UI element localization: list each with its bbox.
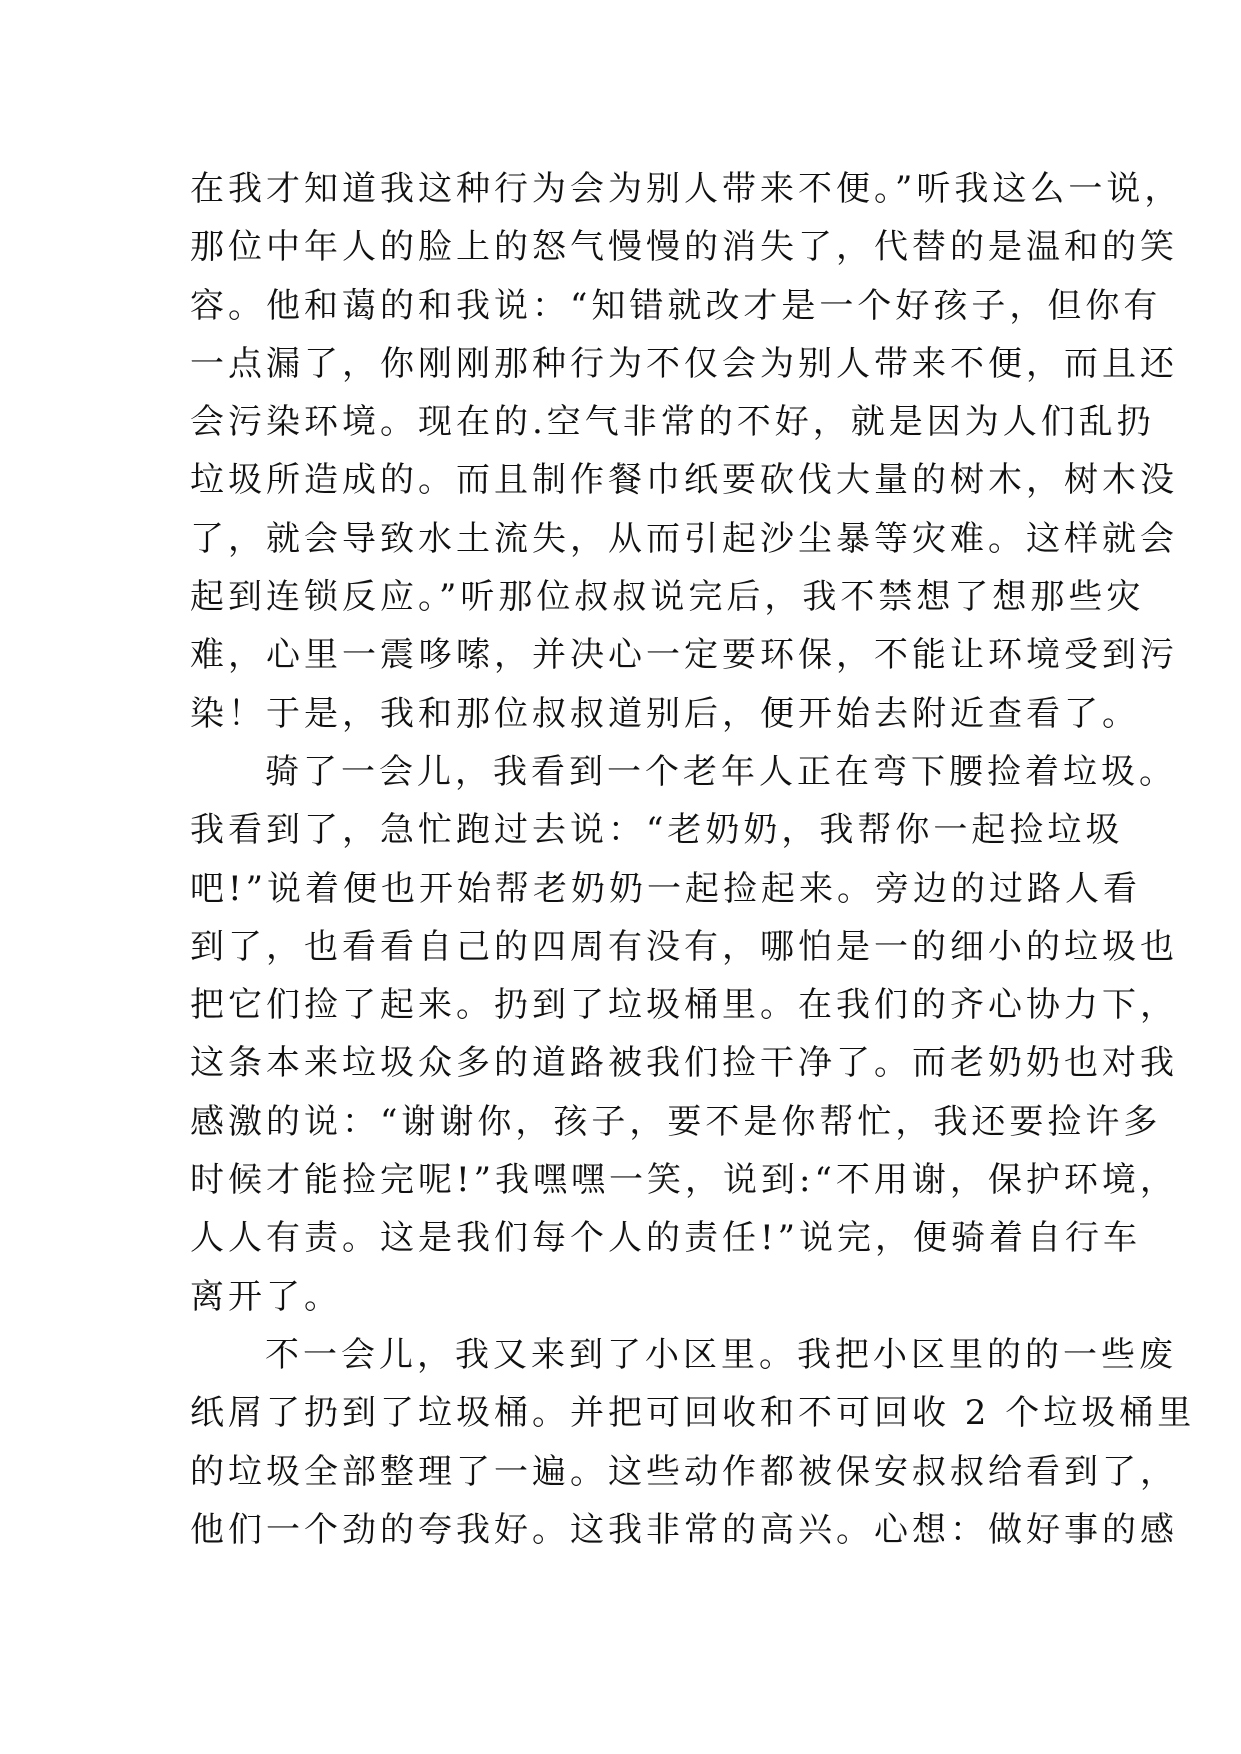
text-line: 我看到了，急忙跑过去说：“老奶奶，我帮你一起捡垃圾 [190,810,1124,851]
paragraph-start-line: 不一会儿，我又来到了小区里。我把小区里的的一些废 [265,1334,1177,1375]
text-line: 那位中年人的脸上的怒气慢慢的消失了，代替的是温和的笑 [190,227,1178,268]
text-line: 难，心里一震哆嗦，并决心一定要环保，不能让环境受到污 [190,635,1178,676]
text-line: 这条本来垃圾众多的道路被我们捡干净了。而老奶奶也对我 [190,1043,1178,1084]
body-text [190,160,1196,1559]
text-line: 起到连锁反应。”听那位叔叔说完后，我不禁想了想那些灾 [190,577,1145,618]
text-line: 把它们捡了起来。扔到了垃圾桶里。在我们的齐心协力下， [190,985,1178,1026]
text-line: 容。他和蔼的和我说：“知错就改才是一个好孩子，但你有 [190,285,1162,326]
text-line: 他们一个劲的夸我好。这我非常的高兴。心想：做好事的感 [190,1509,1178,1550]
text-line: 会污染环境。现在的.空气非常的不好，就是因为人们乱扔 [190,402,1155,443]
paragraph-start-line: 骑了一会儿，我看到一个老年人正在弯下腰捡着垃圾。 [265,751,1177,792]
text-line: 吧!”说着便也开始帮老奶奶一起捡起来。旁边的过路人看 [190,868,1142,909]
text-line: 垃圾所造成的。而且制作餐巾纸要砍伐大量的树木，树木没 [190,460,1178,501]
text-line: 染！于是，我和那位叔叔道别后，便开始去附近查看了。 [190,693,1140,734]
text-line: 到了，也看看自己的四周有没有，哪怕是一的细小的垃圾也 [190,926,1178,967]
text-line: 时候才能捡完呢!”我嘿嘿一笑，说到:“不用谢，保护环境， [190,1160,1178,1201]
text-line: 感激的说：“谢谢你，孩子，要不是你帮忙，我还要捡许多 [190,1101,1162,1142]
text-line: 一点漏了，你刚刚那种行为不仅会为别人带来不便，而且还 [190,343,1178,384]
text-line: 人人有责。这是我们每个人的责任!”说完，便骑着自行车 [190,1218,1142,1259]
text-line: 了，就会导致水土流失，从而引起沙尘暴等灾难。这样就会 [190,518,1178,559]
text-line: 的垃圾全部整理了一遍。这些动作都被保安叔叔给看到了， [190,1451,1178,1492]
text-line: 纸屑了扔到了垃圾桶。并把可回收和不可回收 2 个垃圾桶里 [190,1393,1196,1434]
text-line: 离开了。 [190,1276,342,1317]
text-line: 在我才知道我这种行为会为别人带来不便。”听我这么一说， [190,169,1183,209]
